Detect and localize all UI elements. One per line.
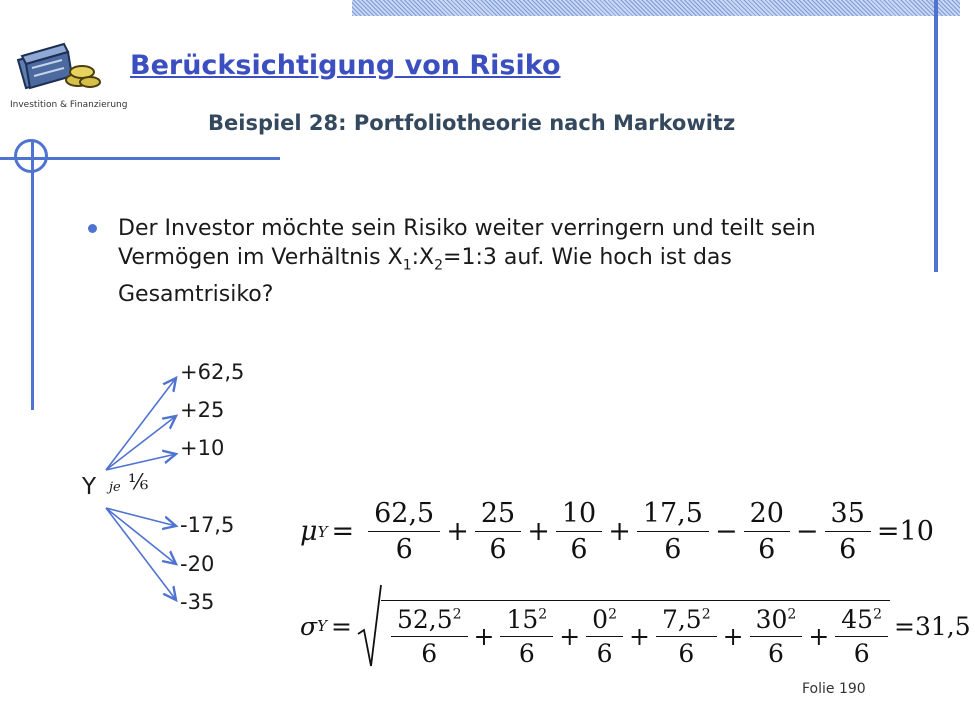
bullet-line-1: Der Investor möchte sein Risiko weiter verringern und teilt sein <box>118 216 816 241</box>
bullet-line-2: Vermögen im Verhältnis $X_1:X_2=1:3$ auf. Wie hoch ist das <box>118 245 732 274</box>
tree-prob-word: je <box>109 480 121 495</box>
right-accent-line <box>934 0 938 272</box>
formula-fraction: $\frac{17,5}{6}$ <box>640 498 706 565</box>
formula-fraction: $\frac{0^2}{6}$ <box>589 605 620 668</box>
formula-fraction: $\frac{45^2}{6}$ <box>838 605 885 668</box>
tree-arrow-6 <box>106 508 176 600</box>
tree-root-label: Y <box>82 474 97 500</box>
formula-fraction: $\frac{25}{6}$ <box>478 498 518 565</box>
formula-fraction: $\frac{35}{6}$ <box>828 498 868 565</box>
tree-outcome: +25 <box>180 398 225 422</box>
tree-outcome: +62,5 <box>180 360 245 384</box>
formula-fraction: $\frac{10}{6}$ <box>559 498 599 565</box>
tree-outcome: -17,5 <box>180 513 235 537</box>
tree-outcome: +10 <box>180 436 225 460</box>
square-root: $\frac{52,5^2}{6}$ + $\frac{15^2}{6}$ + $\frac{0^2}{6}$ + $\frac{7,5^2}{6}$ + $\frac{30^2}{6}$ + $\frac{45^2}{6}$ <box>356 584 890 668</box>
bullet-text <box>118 214 888 309</box>
slide-subtitle: Beispiel 28: Portfoliotheorie nach Markowitz <box>208 111 736 135</box>
top-pattern-band <box>352 0 960 16</box>
formula-fraction: $\frac{7,5^2}{6}$ <box>659 605 714 668</box>
sqrt-sign-icon <box>356 584 382 668</box>
formula-fraction: $\frac{15^2}{6}$ <box>503 605 550 668</box>
tree-outcome: -20 <box>180 552 215 576</box>
bullet-line-3: Gesamtrisiko? <box>118 282 274 308</box>
mean-result: =10 <box>876 516 934 547</box>
std-formula: σ Y = $\frac{52,5^2}{6}$ + $\frac{15^2}{6}$ + $\frac{0^2}{6}$ + $\frac{7,5^2}{6}$ + $\frac{30^2}{6}$ + $\frac{45^2}{6}$ =31,5 <box>300 584 975 668</box>
money-logo-icon <box>12 38 102 98</box>
formula-fraction: $\frac{30^2}{6}$ <box>753 605 800 668</box>
logo-caption: Investition & Finanzierung <box>10 100 128 110</box>
sigma-symbol: σ <box>300 611 318 641</box>
slide-number: Folie 190 <box>802 681 866 697</box>
formula-fraction: $\frac{20}{6}$ <box>747 498 787 565</box>
tree-probability: ⅙ <box>128 470 149 494</box>
formula-fraction: $\frac{52,5^2}{6}$ <box>394 605 465 668</box>
formula-fraction: $\frac{62,5}{6}$ <box>371 498 437 565</box>
mean-formula: μ Y = $\frac{62,5}{6}$ + $\frac{25}{6}$ + $\frac{10}{6}$ + $\frac{17,5}{6}$ − $\frac{20}{6}$ − $\frac{35}{6}$ =10 <box>300 498 934 565</box>
std-result: =31,5 <box>894 611 971 641</box>
tree-outcome: -35 <box>180 590 215 614</box>
accent-circle <box>14 139 48 173</box>
bullet-icon <box>88 224 97 233</box>
mu-symbol: μ <box>300 516 318 547</box>
slide-title: Berücksichtigung von Risiko <box>130 50 561 81</box>
left-accent-line <box>31 140 34 410</box>
